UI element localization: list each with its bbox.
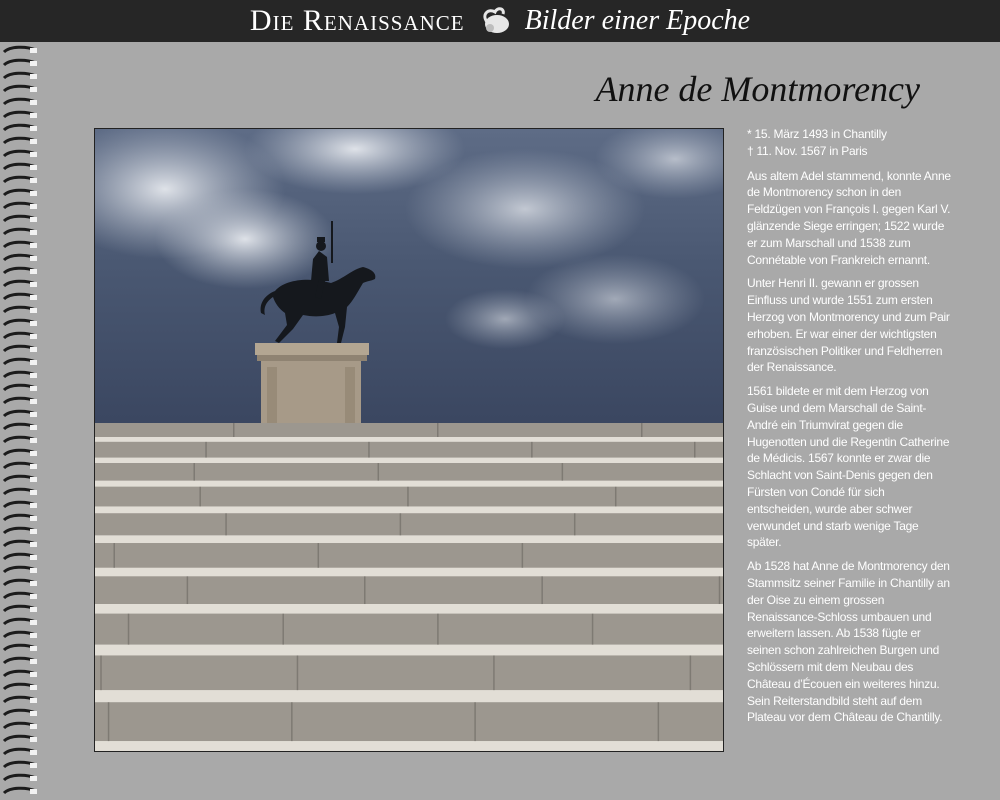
series-subtitle: Bilder einer Epoche (524, 5, 751, 36)
series-title: Die Renaissance (249, 4, 465, 37)
page-title: Anne de Montmorency (595, 69, 920, 109)
death-date: † 11. Nov. 1567 in Paris (747, 143, 868, 158)
birth-date: * 15. März 1493 in Chantilly (747, 127, 887, 141)
bio-paragraph: Unter Henri II. gewann er grossen Einfluss und wurde 1551 zum ersten Herzog von Montmorency und zum Pair erhoben. Er war einer der wichtigsten französischen Politiker und Feldherren der Renaissance. (747, 276, 950, 375)
acorn-logo-icon (475, 4, 515, 38)
biography-column (747, 126, 952, 733)
bio-paragraph: 1561 bildete er mit dem Herzog von Guise und dem Marschall de Saint-André ein Triumvirat gegen die Hugenotten und die Regentin Catherine de Médicis. 1567 konnte er zwar die Schlacht von Saint-Denis gegen den Fürsten von Condé für sich entscheiden, wurde aber schwer verwundet und starb wenige Tage später. (747, 384, 950, 550)
bio-paragraph: Aus altem Adel stammend, konnte Anne de Montmorency schon in den Feldzügen von François I. gegen Karl V. glänzende Siege erringen; 1522 wurde er zum Marschall und 1538 zum Connétable von Frankreich ernannt. (747, 168, 951, 267)
life-dates (747, 126, 952, 160)
bio-paragraph: Ab 1528 hat Anne de Montmorency den Stammsitz seiner Familie in Chantilly an der Oise zu einem grossen Renaissance-Schloss umbauen und erweitern lassen. Ab 1538 fügte er seinen schon zahlreichen Burgen und Schlössern mit dem Neubau des Château d’Écouen ein weiteres hinzu. Sein Reiterstandbild steht auf dem Plateau vor dem Château de Chantilly. (747, 559, 950, 725)
header-bar (0, 0, 1000, 42)
equestrian-statue-photo (94, 128, 724, 752)
spiral-binding (0, 42, 44, 800)
